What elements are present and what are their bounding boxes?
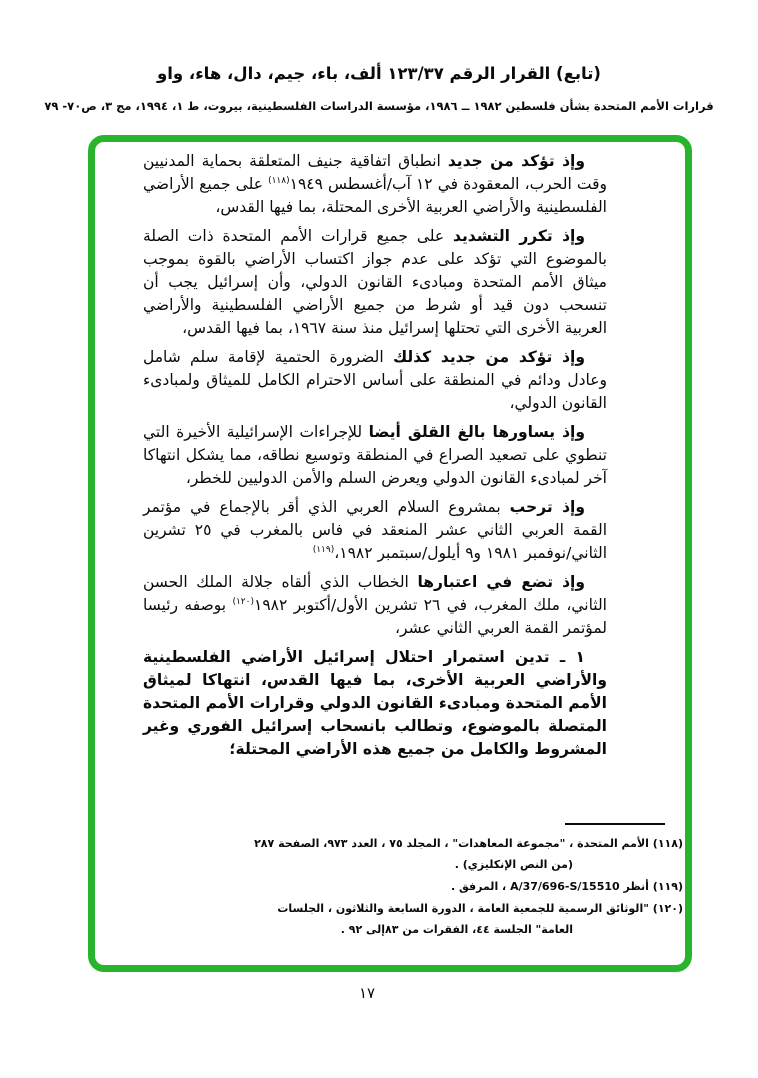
source-citation: قرارات الأمم المتحدة بشأن فلسطين ١٩٨٢ ــ ١٩٨٦، مؤسسة الدراسات الفلسطينية، بيروت، ط ١، ١٩٩٤، مج ٣، ص٧٠- ٧٩: [44, 99, 714, 113]
footnote-118: [253, 833, 683, 875]
footnote-separator: [565, 823, 665, 825]
paragraph-lead: ١ ـ تدين: [515, 648, 585, 666]
footnote-text: (١١٨) الأمم المتحدة ، "مجموعة المعاهدات" ، المجلد ٧٥ ، العدد ٩٧٣، الصفحة ٢٨٧ (من النص الإنكليزي) .: [254, 837, 683, 871]
paragraph-text: للإجراءات الإسرائيلية الأخيرة التي تنطوي على تصعيد الصراع في المنطقة وتوسيع نطاقه، مما يشكل انتهاكا آخر لمبادىء القانون الدولي ويعرض السلم والأمن الدوليين للخطر،: [143, 423, 607, 487]
preambular-paragraph-6: [143, 571, 607, 640]
document-title: (تابع) القرار الرقم ١٢٣/٣٧ ألف، باء، جيم، دال، هاء، واو: [157, 64, 601, 83]
paragraph-text: الضرورة الحتمية لإقامة سلم شامل وعادل ودائم في المنطقة على أساس الاحترام الكامل للميثاق ولمبادىء القانون الدولي،: [143, 348, 607, 412]
footnote-ref-118: (١١٨): [268, 175, 290, 186]
paragraph-text: على جميع قرارات الأمم المتحدة ذات الصلة بالموضوع التي تؤكد على عدم جواز اكتساب الأراضي بالقوة بموجب ميثاق الأمم المتحدة ومبادىء القانون الدولي، وأن إسرائيل يجب أن تنسحب دون قيد أو شرط من جميع الأراضي الفلسطينية والأراضي العربية الأخرى التي تحتلها إسرائيل منذ سنة ١٩٦٧، بما فيها القدس،: [143, 227, 607, 337]
footnote-119: [253, 876, 683, 897]
paragraph-lead: وإذ تؤكد من جديد: [447, 152, 585, 170]
operative-paragraph-1: [143, 646, 607, 761]
paragraph-text: بوصفه رئيسا لمؤتمر القمة العربي الثاني عشر،: [143, 596, 607, 637]
page-number: ١٧: [358, 984, 376, 1002]
paragraph-lead: وإذ تكرر التشديد: [453, 227, 585, 245]
resolution-body: [143, 150, 607, 767]
preambular-paragraph-1: [143, 150, 607, 219]
footnote-text: (١١٩) أنظر A/37/696-S/15510 ، المرفق .: [450, 880, 683, 893]
preambular-paragraph-3: [143, 346, 607, 415]
paragraph-lead: وإذ تؤكد من جديد كذلك: [392, 348, 585, 366]
footnote-ref-120: (١٢٠): [232, 596, 254, 607]
footnote-120: [253, 898, 683, 940]
footnote-ref-119: (١١٩): [312, 544, 335, 555]
preambular-paragraph-5: [143, 496, 607, 565]
footnotes-block: [253, 833, 683, 941]
paragraph-text: انطباق اتفاقية جنيف المتعلقة بحماية المدنيين وقت الحرب، المعقودة في ١٢ آب/أغسطس ١٩٤٩: [143, 152, 607, 193]
paragraph-lead: وإذ ترحب: [509, 498, 585, 516]
preambular-paragraph-4: [143, 421, 607, 490]
paragraph-text: الخطاب الذي ألقاه جلالة الملك الحسن الثاني، ملك المغرب، في ٢٦ تشرين الأول/أكتوبر ١٩٨٢: [143, 573, 607, 614]
paragraph-lead: وإذ تضع في اعتبارها: [417, 573, 585, 591]
footnote-text: (١٢٠) "الوثائق الرسمية للجمعية العامة ، الدورة السابعة والثلاثون ، الجلسات العامة" الجلسة ٤٤، الفقرات من ٨٣إلى ٩٢ .: [277, 902, 683, 936]
paragraph-text: بمشروع السلام العربي الذي أقر بالإجماع في مؤتمر القمة العربي الثاني عشر المنعقد في فاس بالمغرب في ٢٥ تشرين الثاني/نوفمبر ١٩٨١ و٩ أيلول/سبتمبر ١٩٨٢،: [143, 498, 608, 562]
paragraph-text: على جميع الأراضي الفلسطينية والأراضي العربية الأخرى المحتلة، بما فيها القدس،: [143, 175, 607, 216]
preambular-paragraph-2: [143, 225, 607, 340]
paragraph-text: استمرار احتلال إسرائيل الأراضي الفلسطينية والأراضي العربية الأخرى، بما فيها القدس، انتهاكا لميثاق الأمم المتحدة ومبادىء القانون الدولي وقرارات الأمم المتحدة المتصلة بالموضوع، وتطالب بانسحاب إسرائيل الفوري وغير المشروط والكامل من جميع هذه الأراضي المحتلة؛: [143, 648, 607, 758]
paragraph-lead: وإذ يساورها بالغ القلق أيضا: [368, 423, 585, 441]
